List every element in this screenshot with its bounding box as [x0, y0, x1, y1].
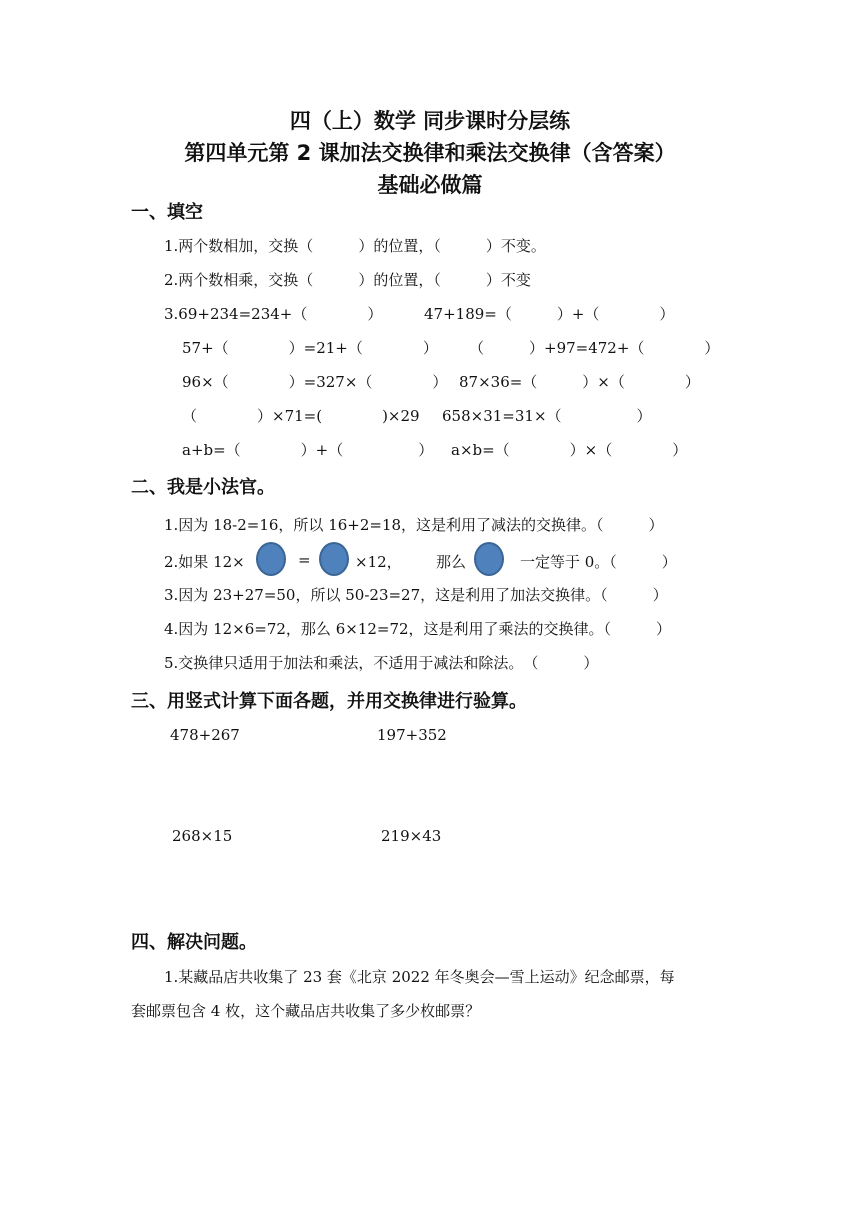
blue-circle-shape [256, 542, 286, 576]
calc-problem-1: 478+267 [170, 726, 240, 744]
s1-question-3b: 47+189=（ ）+（ ） [424, 305, 675, 323]
s1-question-3a: 3.69+234=234+（ ） [164, 305, 383, 323]
s4-question-1-line-1: 1.某藏品店共收集了 23 套《北京 2022 年冬奥会—雪上运动》纪念邮票，每 [164, 968, 675, 986]
s1-question-3c: 57+（ ）=21+（ ） [182, 339, 438, 357]
s1-question-3e: 96×（ ）=327×（ ） [182, 373, 448, 391]
calc-problem-3: 268×15 [172, 827, 233, 845]
s1-question-3f: 87×36=（ ）×（ ） [459, 373, 700, 391]
section-2-heading: 二、我是小法官。 [131, 477, 275, 498]
s4-question-1-line-2: 套邮票包含 4 枚，这个藏品店共收集了多少枚邮票？ [131, 1002, 481, 1020]
calc-problem-2: 197+352 [377, 726, 447, 744]
calc-problem-4: 219×43 [381, 827, 442, 845]
s1-question-3h: 658×31=31×（ ） [442, 407, 652, 425]
s1-question-2: 2.两个数相乘，交换（ ）的位置，（ ）不变 [164, 271, 531, 289]
section-3-heading: 三、用竖式计算下面各题，并用交换律进行验算。 [131, 691, 527, 712]
s2-question-3: 3.因为 23+27=50，所以 50-23=27，这是利用了加法交换律。（ ） [164, 586, 668, 604]
s1-question-1: 1.两个数相加，交换（ ）的位置，（ ）不变。 [164, 237, 546, 255]
s1-question-3d: （ ）+97=472+（ ） [469, 339, 720, 357]
title-line-2: 第四单元第 2 课加法交换律和乘法交换律（含答案） [184, 141, 676, 165]
title-line-3: 基础必做篇 [377, 173, 483, 197]
s1-question-3i: a+b=（ ）+（ ） [182, 441, 434, 459]
s2-question-5: 5.交换律只适用于加法和乘法，不适用于减法和除法。 （ ） [164, 654, 599, 672]
s1-question-3g: （ ）×71=( )×29 [182, 407, 420, 425]
s2-question-2-middle: ×12， [355, 553, 402, 571]
section-4-heading: 四、解决问题。 [131, 932, 257, 953]
title-line-1: 四（上）数学 同步课时分层练 [289, 109, 571, 133]
s2-question-1: 1.因为 18-2=16，所以 16+2=18，这是利用了减法的交换律。（ ） [164, 516, 664, 534]
s2-question-2-equals: = [298, 551, 311, 569]
s2-question-4: 4.因为 12×6=72，那么 6×12=72，这是利用了乘法的交换律。（ ） [164, 620, 672, 638]
s2-question-2-then: 那么 [436, 553, 467, 571]
s1-question-3j: a×b=（ ）×（ ） [451, 441, 688, 459]
section-1-heading: 一、填空 [131, 202, 203, 223]
blue-circle-shape [319, 542, 349, 576]
s2-question-2-prefix: 2.如果 12× [164, 553, 245, 571]
s2-question-2-suffix: 一定等于 0。（ ） [520, 553, 677, 571]
blue-circle-shape [474, 542, 504, 576]
